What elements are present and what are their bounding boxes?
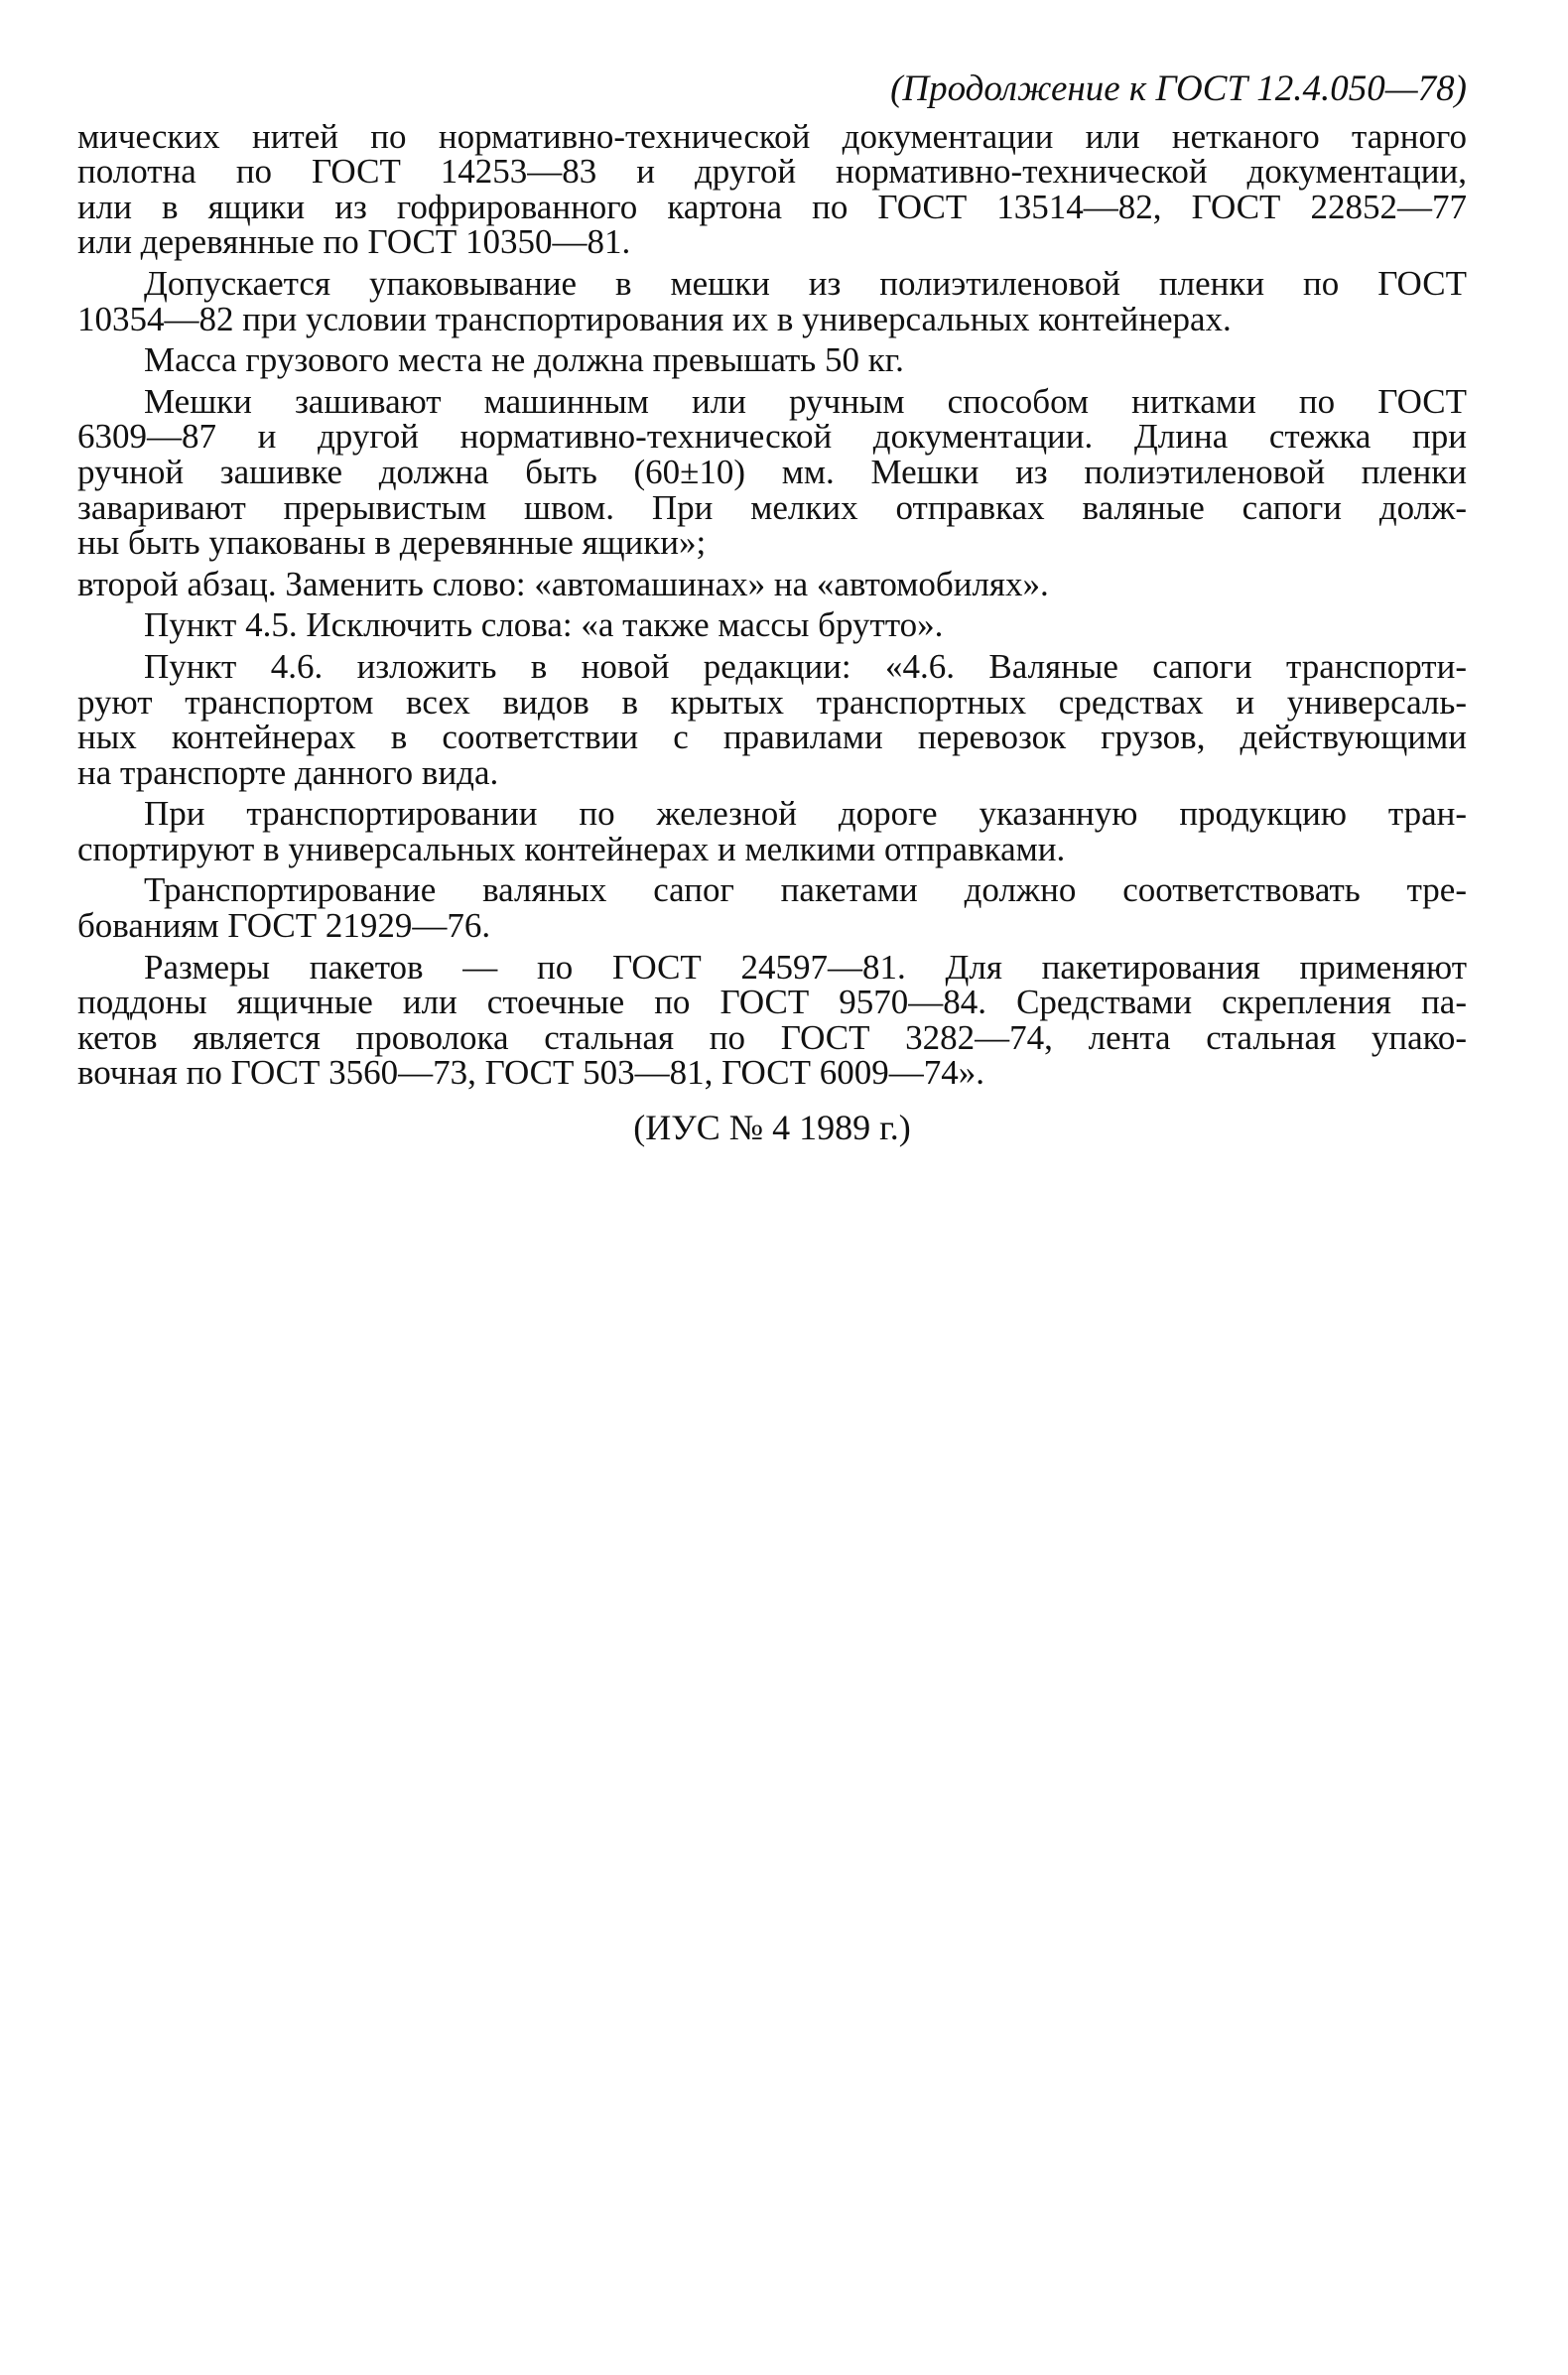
text-line: поддоны ящичные или стоечные по ГОСТ 9570—84. Средствами скрепления па- — [77, 983, 1467, 1022]
text-line: заваривают прерывистым швом. При мелких отправках валяные сапоги долж- — [77, 487, 1467, 527]
text-line: вочная по ГОСТ 3560—73, ГОСТ 503—81, ГОСТ 6009—74». — [77, 1053, 984, 1093]
text-line: ны быть упакованы в деревянные ящики»; — [77, 523, 707, 563]
text-line: руют транспортом всех видов в крытых транспортных средствах и универсаль- — [77, 682, 1467, 722]
text-line: или в ящики из гофрированного картона по ГОСТ 13514—82, ГОСТ 22852—77 — [77, 187, 1467, 226]
document-page — [77, 68, 1467, 1148]
text-line: или деревянные по ГОСТ 10350—81. — [77, 222, 631, 262]
text-line: При транспортировании по железной дороге указанную продукцию тран- — [144, 794, 1467, 834]
paragraph — [77, 381, 1467, 563]
text-line: 10354—82 при условии транспортирования их в универсальных контейнерах. — [77, 299, 1232, 338]
paragraph — [77, 646, 1467, 792]
text-line: бованиям ГОСТ 21929—76. — [77, 906, 491, 946]
text-line: ных контейнерах в соответствии с правилами перевозок грузов, действующими — [77, 718, 1467, 757]
text-line: Пункт 4.5. Исключить слова: «а также массы брутто». — [144, 605, 944, 645]
text-line: Размеры пакетов — по ГОСТ 24597—81. Для пакетирования применяют — [144, 947, 1467, 987]
paragraph — [77, 564, 1467, 603]
text-line: на транспорте данного вида. — [77, 752, 499, 792]
document-body — [77, 116, 1467, 1093]
text-line: Транспортирование валяных сапог пакетами должно соответствовать тре- — [144, 870, 1467, 910]
paragraph — [77, 116, 1467, 262]
paragraph — [77, 607, 1467, 643]
text-line: 6309—87 и другой нормативно-технической документации. Длина стежка при — [77, 417, 1467, 457]
paragraph — [77, 796, 1467, 866]
paragraph — [77, 870, 1467, 946]
text-line: спортируют в универсальных контейнерах и мелкими отправками. — [77, 829, 1066, 868]
paragraph — [77, 947, 1467, 1093]
text-line: Масса грузового места не должна превышать 50 кг. — [144, 340, 904, 380]
text-line: кетов является проволока стальная по ГОСТ 3282—74, лента стальная упако- — [77, 1017, 1467, 1057]
text-line: Пункт 4.6. изложить в новой редакции: «4.6. Валяные сапоги транспорти- — [144, 646, 1467, 686]
paragraph — [77, 342, 1467, 378]
text-line: Мешки зашивают машинным или ручным способом нитками по ГОСТ — [144, 381, 1467, 421]
text-line: ручной зашивке должна быть (60±10) мм. Мешки из полиэтиленовой пленки — [77, 452, 1467, 491]
text-line: мических нитей по нормативно-технической документации или нетканого тарного — [77, 116, 1467, 156]
continuation-header: (Продолжение к ГОСТ 12.4.050—78) — [890, 68, 1467, 109]
paragraph — [77, 263, 1467, 338]
text-line: полотна по ГОСТ 14253—83 и другой нормативно-технической документации, — [77, 152, 1467, 192]
text-line: второй абзац. Заменить слово: «автомашинах» на «автомобилях». — [77, 564, 1049, 603]
text-line: Допускается упаковывание в мешки из полиэтиленовой пленки по ГОСТ — [144, 263, 1467, 303]
amendment-reference: (ИУС № 4 1989 г.) — [633, 1108, 911, 1148]
